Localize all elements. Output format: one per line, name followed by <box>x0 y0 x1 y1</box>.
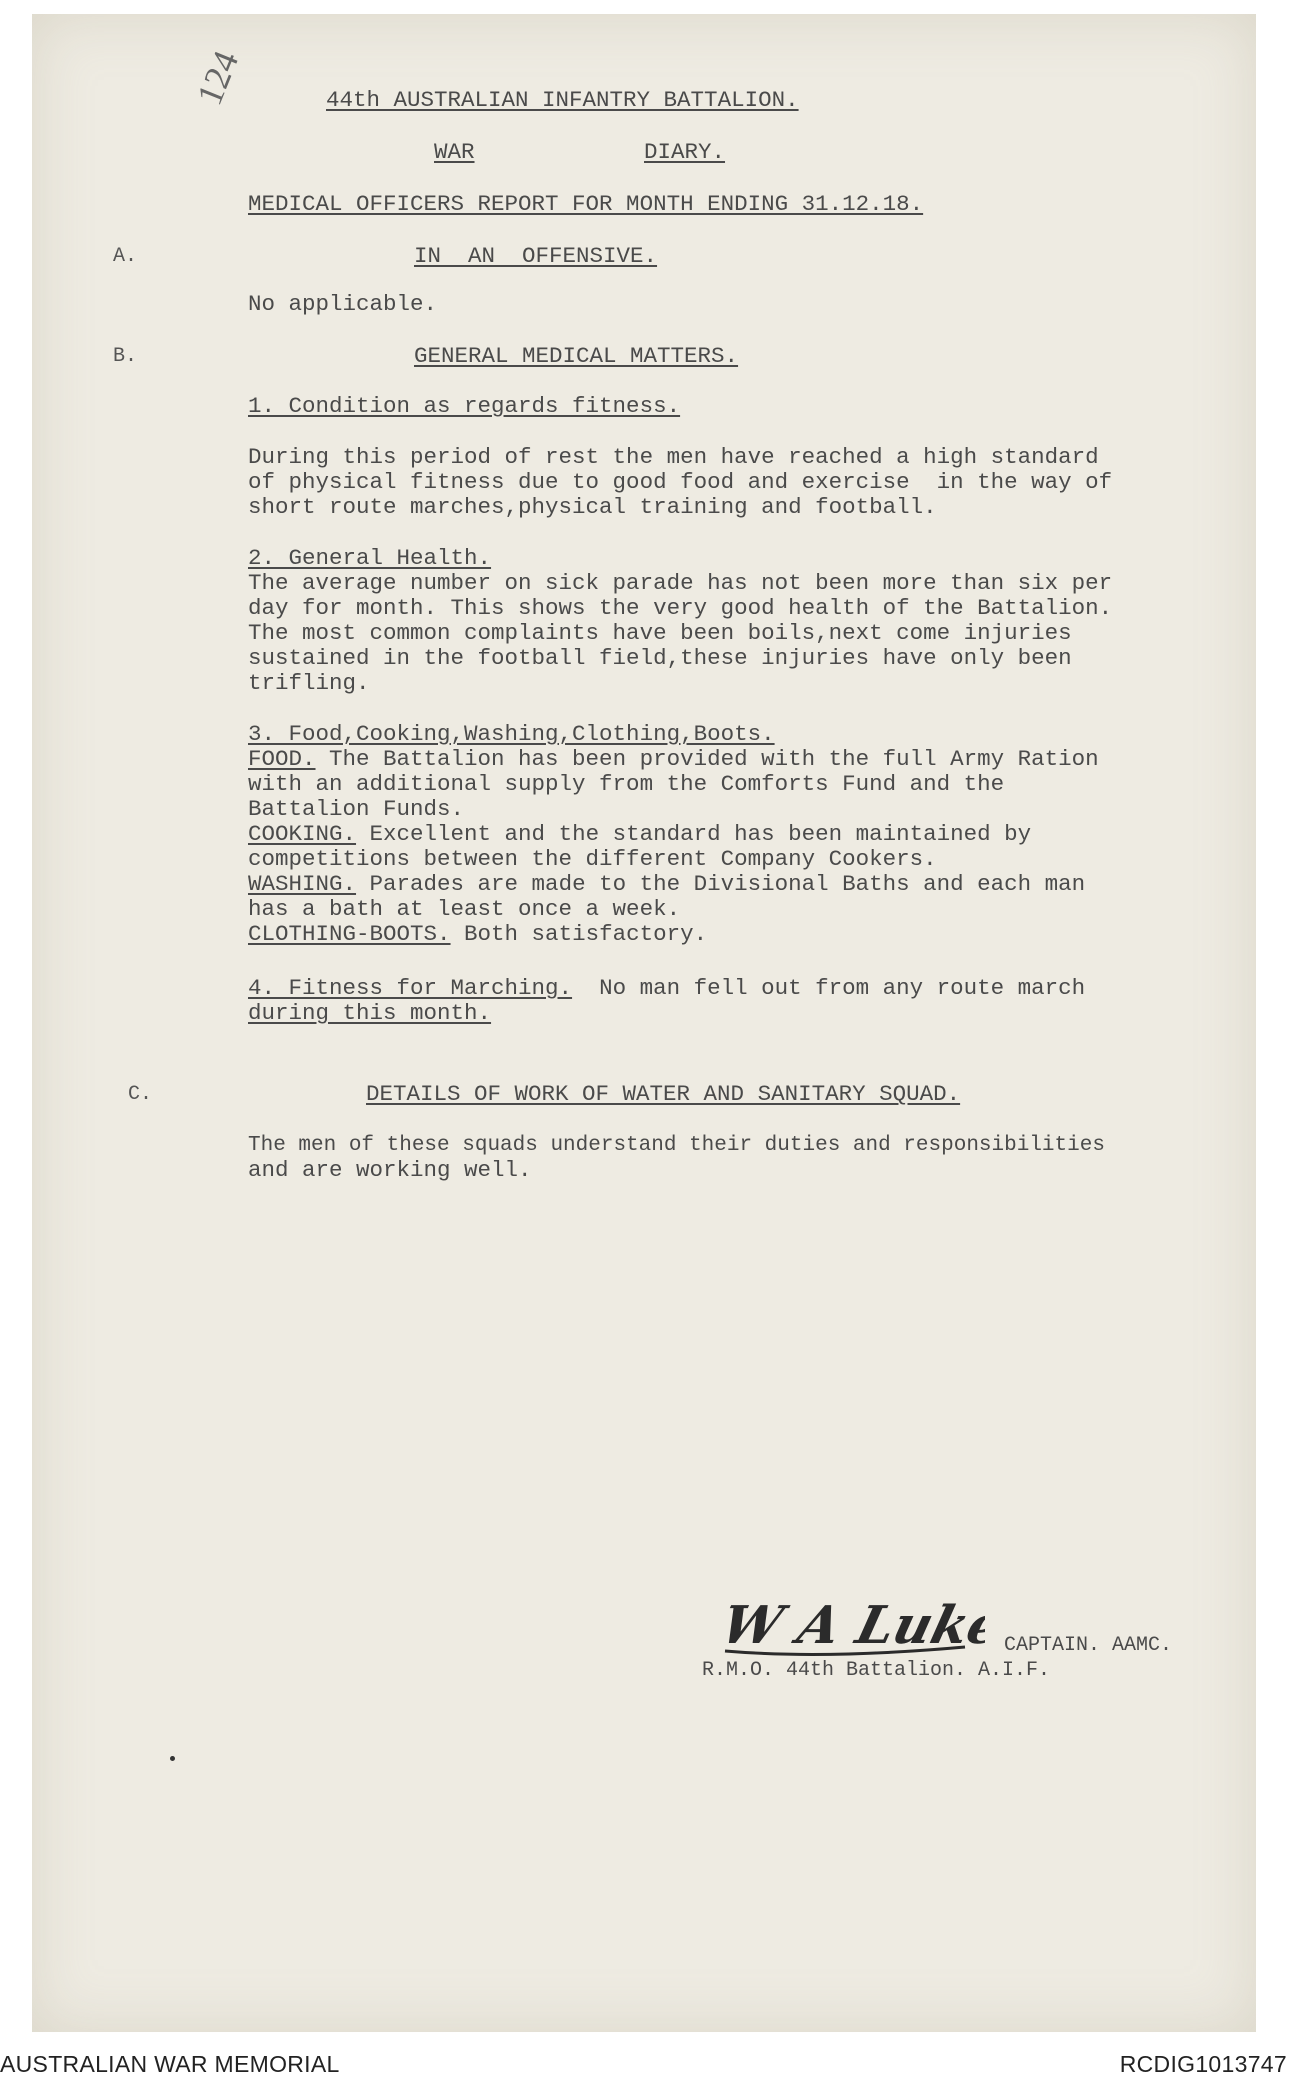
item4-text: No man fell out from any route march <box>572 975 1086 1001</box>
washing-line: has a bath at least once a week. <box>248 896 681 922</box>
diary-label: DIARY. <box>644 139 726 165</box>
footer-reference: RCDIG1013747 <box>1119 2051 1287 2077</box>
section-c-line: and are working well. <box>248 1157 532 1183</box>
ink-dot <box>170 1756 175 1761</box>
washing-text: Parades are made to the Divisional Baths and each man <box>356 871 1086 897</box>
clothing-line <box>248 922 707 947</box>
signature-scribble <box>715 1585 985 1665</box>
item1-line: short route marches,physical training and football. <box>248 494 937 520</box>
section-c-label: C. <box>128 1083 153 1106</box>
signatory-position: R.M.O. 44th Battalion. A.I.F. <box>702 1659 1051 1682</box>
section-c-line: The men of these squads understand their duties and responsibilities <box>248 1134 1105 1157</box>
item4-line: during this month. <box>248 1000 492 1026</box>
signature-text: W A Luke <box>715 1594 985 1656</box>
war-label: WAR <box>434 139 475 165</box>
item4-heading: 4. Fitness for Marching. <box>248 975 573 1001</box>
item4-line <box>248 976 1085 1001</box>
cooking-line <box>248 822 1031 847</box>
section-a-heading: IN AN OFFENSIVE. <box>414 243 658 269</box>
cooking-line: competitions between the different Company Cookers. <box>248 846 937 872</box>
section-b-heading: GENERAL MEDICAL MATTERS. <box>414 343 739 369</box>
item1-heading: 1. Condition as regards fitness. <box>248 393 681 419</box>
handwritten-page-number: 124 <box>188 45 247 111</box>
item1-line: of physical fitness due to good food and exercise in the way of <box>248 469 1113 495</box>
washing-line <box>248 872 1085 897</box>
cooking-label: COOKING. <box>248 821 357 847</box>
item2-heading: 2. General Health. <box>248 545 492 571</box>
section-c-heading: DETAILS OF WORK OF WATER AND SANITARY SQUAD. <box>366 1081 961 1107</box>
cooking-text: Excellent and the standard has been maintained by <box>356 821 1032 847</box>
item3-heading: 3. Food,Cooking,Washing,Clothing,Boots. <box>248 721 775 747</box>
section-a-text: No applicable. <box>248 291 438 317</box>
signature <box>715 1585 985 1665</box>
item2-line: day for month. This shows the very good health of the Battalion. <box>248 595 1113 621</box>
item2-line: sustained in the football field,these injuries have only been <box>248 645 1072 671</box>
section-b-label: B. <box>113 345 138 368</box>
clothing-text: Both satisfactory. <box>450 921 708 947</box>
food-line <box>248 747 1099 772</box>
item2-line: trifling. <box>248 670 370 696</box>
item2-line: The most common complaints have been boils,next come injuries <box>248 620 1072 646</box>
item2-line: The average number on sick parade has not been more than six per <box>248 570 1113 596</box>
washing-label: WASHING. <box>248 871 357 897</box>
document-title: 44th AUSTRALIAN INFANTRY BATTALION. <box>326 87 799 113</box>
section-a-label: A. <box>113 245 138 268</box>
document-page <box>32 14 1256 2032</box>
food-label: FOOD. <box>248 746 316 772</box>
report-heading: MEDICAL OFFICERS REPORT FOR MONTH ENDING 31.12.18. <box>248 191 924 217</box>
food-line: Battalion Funds. <box>248 796 465 822</box>
footer-institution: AUSTRALIAN WAR MEMORIAL <box>0 2051 340 2077</box>
item1-line: During this period of rest the men have reached a high standard <box>248 444 1099 470</box>
clothing-label: CLOTHING-BOOTS. <box>248 921 451 947</box>
food-line: with an additional supply from the Comforts Fund and the <box>248 771 1005 797</box>
food-text: The Battalion has been provided with the full Army Ration <box>315 746 1099 772</box>
signatory-rank: CAPTAIN. AAMC. <box>1004 1634 1173 1657</box>
